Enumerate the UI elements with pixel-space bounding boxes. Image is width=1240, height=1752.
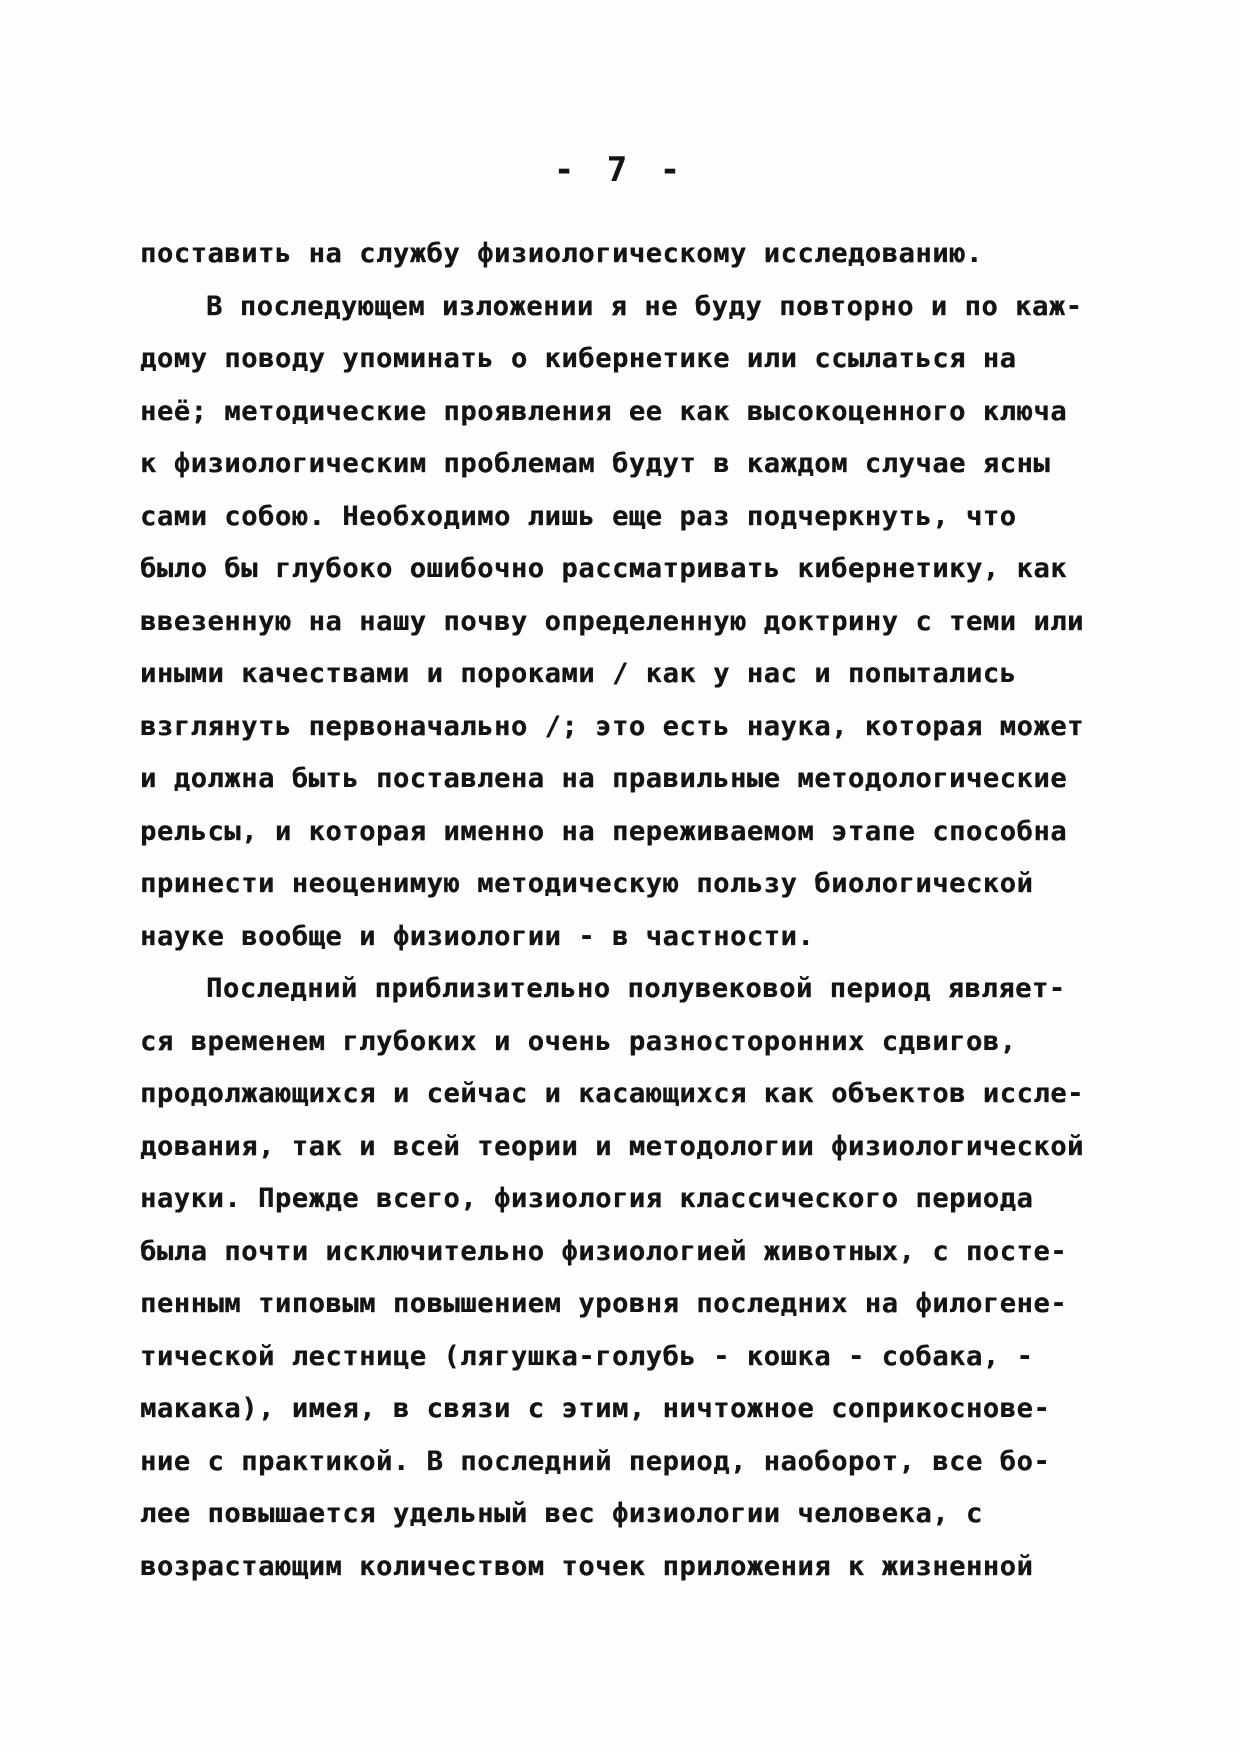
text-line: ввезенную на нашу почву определенную доктрину с теми или	[140, 605, 1084, 637]
text-line: дования, так и всей теории и методологии физиологической	[140, 1130, 1084, 1162]
text-line: пенным типовым повышением уровня последних на филогене-	[140, 1288, 1068, 1319]
text-line: к физиологическим проблемам будут в каждом случае ясны	[140, 448, 1051, 479]
text-line: неё; методические проявления ее как высокоценного ключа	[140, 395, 1068, 427]
text-line: поставить на службу физиологическому исследованию.	[140, 238, 983, 269]
text-line: взглянуть первоначально /; это есть наука, которая может	[140, 710, 1084, 742]
text-line: науке вообще и физиологии - в частности.	[140, 920, 815, 952]
text-line: иными качествами и пороками / как у нас и попытались	[140, 658, 1017, 689]
text-line: Последний приблизительно полувековой период являет-	[206, 973, 1066, 1004]
text-line: принести неоценимую методическую пользу биологической	[140, 868, 1034, 899]
text-line: сами собою. Необходимо лишь еще раз подчеркнуть, что	[140, 500, 1017, 532]
text-line: ся временем глубоких и очень разносторонних сдвигов,	[140, 1025, 1017, 1057]
text-line: рельсы, и которая именно на переживаемом этапе способна	[140, 815, 1068, 847]
text-line: было бы глубоко ошибочно рассматривать кибернетику, как	[140, 553, 1068, 584]
text-line: и должна быть поставлена на правильные методологические	[140, 763, 1068, 794]
text-line: В последующем изложении я не буду повторно и по каж-	[206, 290, 1083, 322]
text-line: науки. Прежде всего, физиология классического периода	[140, 1183, 1034, 1214]
text-line: возрастающим количеством точек приложения к жизненной	[140, 1550, 1034, 1582]
text-line: продолжающихся и сейчас и касающихся как объектов иссле-	[140, 1078, 1084, 1109]
text-line: лее повышается удельный вес физиологии человека, с	[140, 1498, 983, 1529]
text-line: макака), имея, в связи с этим, ничтожное соприкоснове-	[140, 1393, 1051, 1424]
text-line: тической лестнице (лягушка-голубь - кошка - собака, -	[140, 1340, 1034, 1372]
body-text	[140, 228, 1130, 1593]
text-line: дому поводу упоминать о кибернетике или ссылаться на	[140, 343, 1017, 374]
text-line: была почти исключительно физиологией животных, с посте-	[140, 1235, 1068, 1267]
page-number: - 7 -	[553, 150, 687, 190]
text-line: ние с практикой. В последний период, наоборот, все бо-	[140, 1445, 1051, 1477]
